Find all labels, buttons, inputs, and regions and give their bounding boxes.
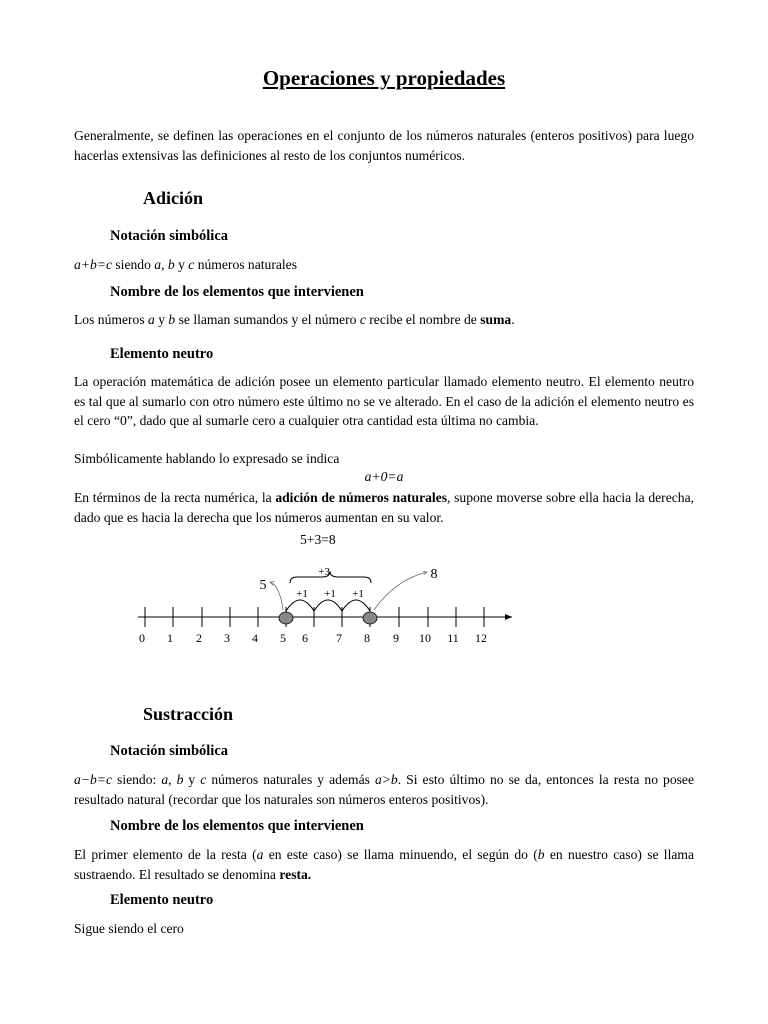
sustraccion-nombre-paragraph: El primer elemento de la resta (a en este caso) se llama minuendo, el según do (b en nuestro caso) se llama sustraendo. El resultado se denomina resta. <box>74 847 694 882</box>
tick-label: 8 <box>364 631 370 645</box>
step-label: +1 <box>296 588 308 600</box>
tick-label: 9 <box>393 631 399 645</box>
start-point-dot <box>279 612 293 624</box>
section-heading-sustraccion: Sustracción <box>143 704 233 724</box>
page-title: Operaciones y propiedades <box>262 66 506 90</box>
section-heading-adicion: Adición <box>143 188 204 208</box>
tick-label: 0 <box>139 631 145 645</box>
neutro-formula: a+0=a <box>364 469 404 484</box>
example-equation: 5+3=8 <box>300 532 336 547</box>
total-jump-brace <box>290 571 371 583</box>
tick-label: 4 <box>252 631 258 645</box>
recta-paragraph: En términos de la recta numérica, la adición de números naturales, supone moverse sobre ella hacia la derecha, dado que es hacia la derecha que los números aumentan en su valor. <box>74 490 694 525</box>
subheading-neutro-sustraccion: Elemento neutro <box>110 892 214 908</box>
start-label: 5 <box>259 578 267 593</box>
subheading-neutro-adicion: Elemento neutro <box>110 346 214 362</box>
tick-label: 10 <box>419 631 431 645</box>
tick-label: 11 <box>447 631 459 645</box>
step-arc <box>286 600 314 611</box>
intro-paragraph: Generalmente, se definen las operaciones en el conjunto de los números naturales (enteros positivos) para luego hacerlas extensivas las definiciones al resto de los conjuntos numéricos. <box>74 128 694 163</box>
tick-label: 12 <box>475 631 487 645</box>
step-arc <box>342 600 370 611</box>
step-label: +1 <box>324 588 336 600</box>
start-arrow <box>270 582 283 610</box>
subheading-nombre-sustraccion: Nombre de los elementos que intervienen <box>110 818 364 834</box>
sustraccion-formula-paragraph: a−b=c siendo: a, b y c números naturales y además a>b. Si esto último no se da, entonces la resta no posee resultado natural (recordar que los naturales son números enteros positivos). <box>74 772 694 807</box>
subheading-nombre-adicion: Nombre de los elementos que intervienen <box>110 284 364 300</box>
adicion-nombre-paragraph: Los números a y b se llaman sumandos y el número c recibe el nombre de suma. <box>74 312 515 327</box>
tick-label: 1 <box>167 631 173 645</box>
adicion-neutro-paragraph: La operación matemática de adición posee un elemento particular llamado elemento neutro. El elemento neutro es tal que al sumarlo con otro número este último no se ve alterado. En el caso de la adición el elemento neutro es el cero “0”, dado que al sumarle cero a cualquier otra cantidad esta última no cambia. <box>74 374 694 428</box>
subheading-notacion-sustraccion: Notación simbólica <box>110 743 229 759</box>
tick-label: 5 <box>280 631 286 645</box>
simbolicamente-line: Simbólicamente hablando lo expresado se indica <box>74 451 340 466</box>
step-arc <box>314 600 342 611</box>
end-arrow <box>374 572 427 610</box>
end-point-dot <box>363 612 377 624</box>
tick-label: 2 <box>196 631 202 645</box>
tick-label: 7 <box>336 631 342 645</box>
formula: a+b=c <box>74 257 112 272</box>
tick-label: 3 <box>224 631 230 645</box>
tick-label: 6 <box>302 631 308 645</box>
total-jump-label: +3 <box>318 566 330 578</box>
step-label: +1 <box>352 588 364 600</box>
adicion-formula-line: a+b=c siendo a, b y c números naturales <box>74 257 297 272</box>
subheading-notacion-adicion: Notación simbólica <box>110 228 229 244</box>
end-label: 8 <box>430 567 438 582</box>
sustraccion-neutro-text: Sigue siendo el cero <box>74 921 184 936</box>
